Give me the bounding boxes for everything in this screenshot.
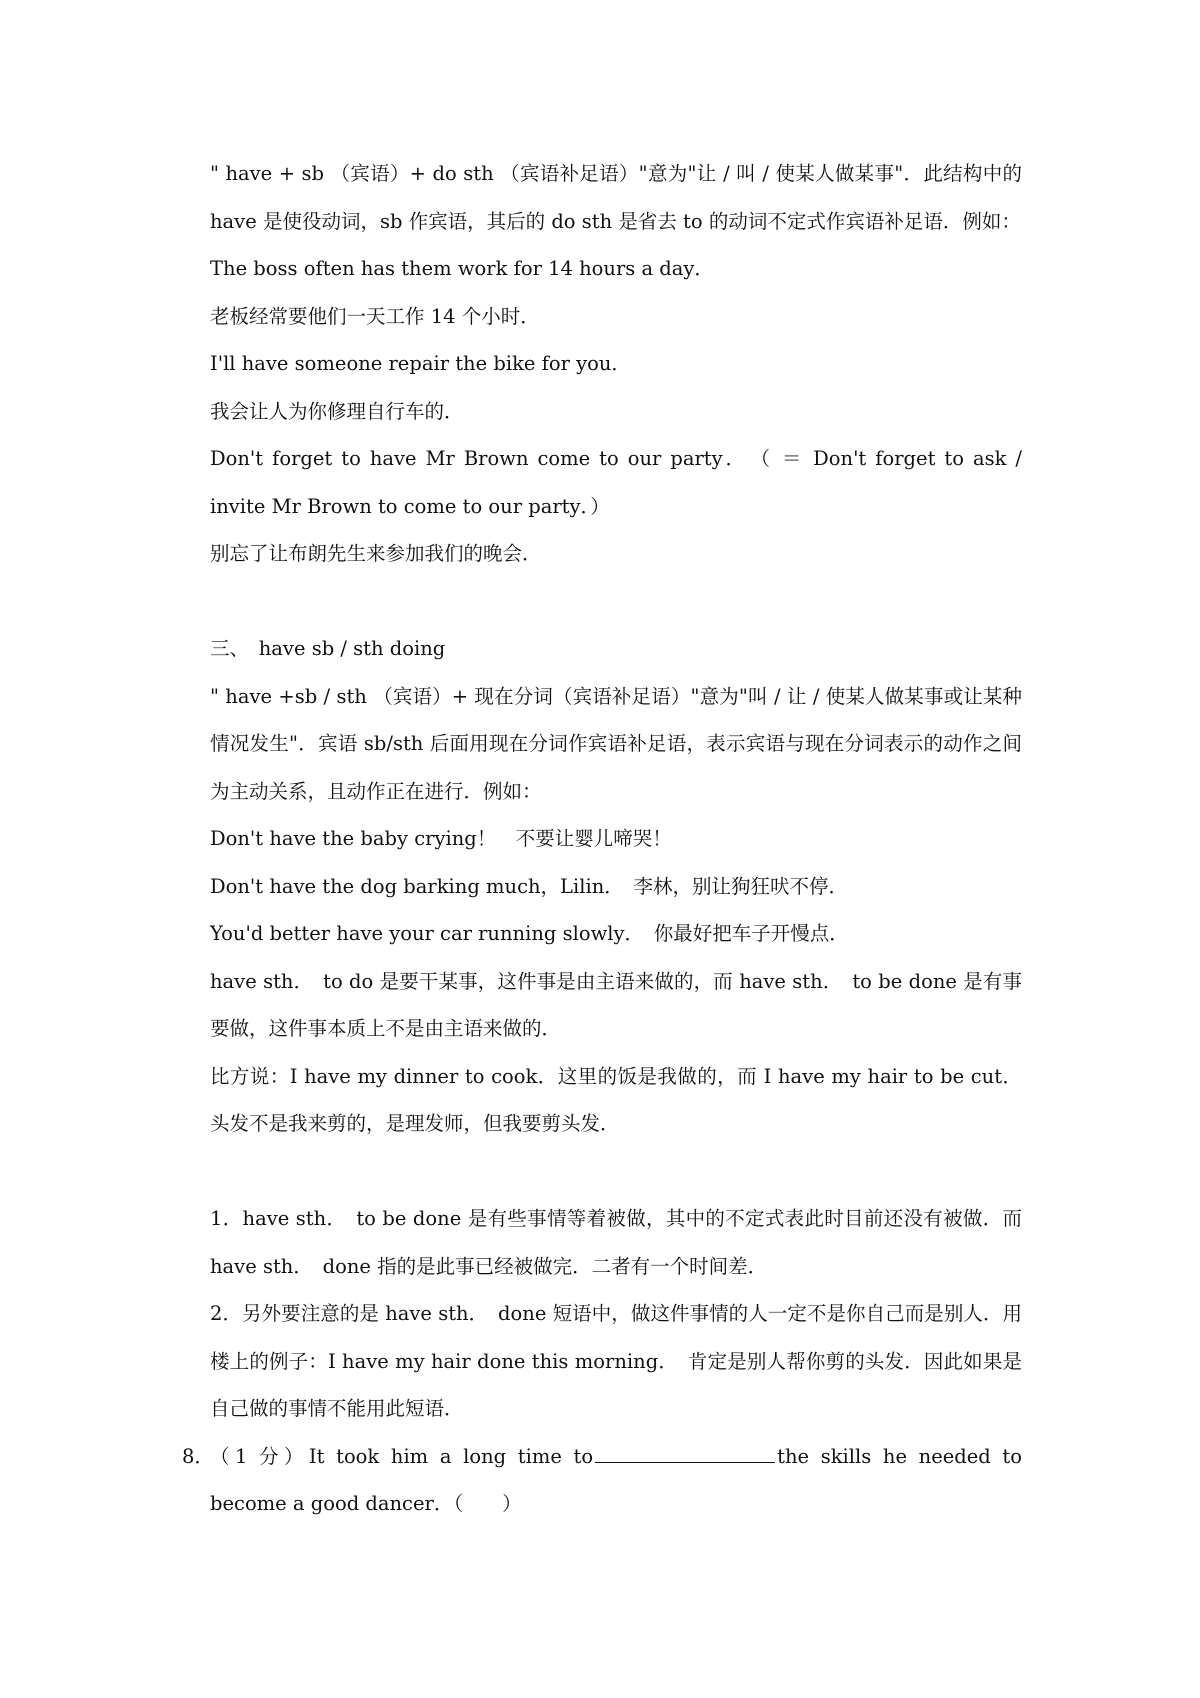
- paragraph-gap: [210, 1148, 1022, 1196]
- paragraph-have-sb-do-definition: " have + sb （宾语）+ do sth （宾语补足语）"意为"让 / 叫 / 使某人做某事"．此结构中的 have 是使役动词，sb 作宾语，其后的 do sth 是省去 to 的动词不定式作宾语补足语．例如：: [210, 162, 1022, 233]
- example-sentence-zh: 我会让人为你修理自行车的．: [210, 399, 464, 423]
- question-8: [182, 1433, 1023, 1528]
- example-sentence: Don't have the dog barking much，Lilin． 李林，别让狗狂吠不停．: [210, 874, 849, 898]
- page-content: [182, 150, 1023, 1528]
- example-sentence-en: I'll have someone repair the bike for you．: [210, 352, 631, 375]
- section-heading: 三、 have sb / sth doing: [210, 637, 446, 660]
- explanation-paragraph: have sth． to do 是要干某事，这件事是由主语来做的，而 have sth． to be done 是有事要做，这件事本质上不是由主语来做的．: [210, 969, 1022, 1040]
- explanation-paragraph: 比方说：I have my dinner to cook．这里的饭是我做的，而 I have my hair to be cut．头发不是我来剪的，是理发师，但我要剪头发．: [210, 1064, 1022, 1135]
- answer-blank[interactable]: [595, 1438, 775, 1463]
- example-sentence-en: The boss often has them work for 14 hours a day．: [210, 257, 714, 280]
- example-sentence: Don't have the baby crying！ 不要让婴儿啼哭！: [210, 827, 672, 850]
- note-item: 2．另外要注意的是 have sth． done 短语中，做这件事情的人一定不是你自己而是别人．用楼上的例子：I have my hair done this morning． 肯定是别人帮你剪的头发．因此如果是自己做的事情不能用此短语．: [210, 1302, 1022, 1420]
- note-item: 1．have sth． to be done 是有些事情等着被做，其中的不定式表此时目前还没有被做．而 have sth． done 指的是此事已经被做完．二者有一个时间差．: [210, 1207, 1022, 1278]
- question-text-before-blank: It took him a long time to: [308, 1444, 594, 1468]
- question-text-after-blank: the skills he needed to become a good dancer．（ ）: [210, 1444, 1023, 1515]
- question-number: 8．: [182, 1444, 214, 1468]
- example-sentence: You'd better have your car running slowly． 你最好把车子开慢点．: [210, 922, 849, 945]
- example-sentence-en: Don't forget to have Mr Brown come to our party． （ ＝ Don't forget to ask / invite Mr Brown to come to our party．）: [210, 447, 1022, 518]
- example-sentence-zh: 别忘了让布朗先生来参加我们的晚会．: [210, 542, 542, 565]
- paragraph-have-sb-doing-definition: " have +sb / sth （宾语）+ 现在分词（宾语补足语）"意为"叫 / 让 / 使某人做某事或让某种情况发生"．宾语 sb/sth 后面用现在分词作宾语补足语，表示宾语与现在分词表示的动作之间为主动关系，且动作正在进行．例如：: [210, 684, 1022, 803]
- paragraph-gap: [210, 578, 1022, 626]
- question-score: （1 分）: [210, 1444, 309, 1468]
- example-sentence-zh: 老板经常要他们一天工作 14 个小时．: [210, 304, 540, 328]
